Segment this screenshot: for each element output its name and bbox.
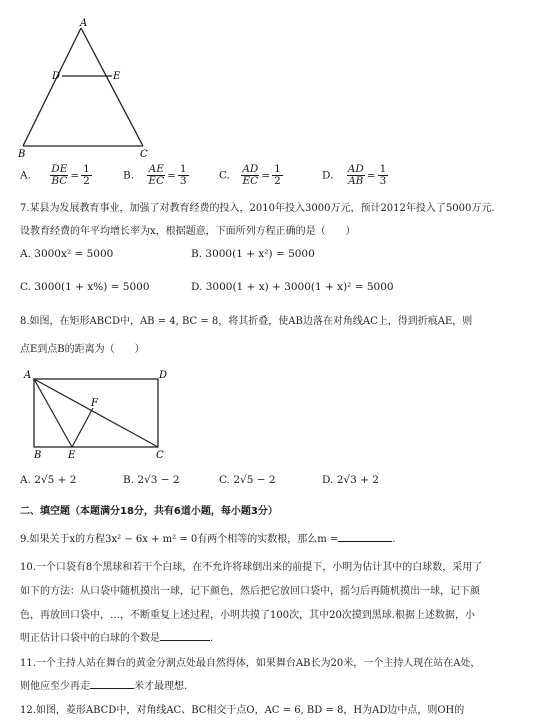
triangle-figure bbox=[18, 18, 168, 158]
q7-option-a[interactable]: A. 3000x² = 5000 bbox=[20, 248, 114, 260]
q7-line-2: 设教育经费的年平均增长率为x，根据题意，下面所列方程正确的是（ ） bbox=[20, 226, 356, 237]
q8-option-c[interactable]: C. 2√5 − 2 bbox=[219, 474, 276, 486]
label-C: C bbox=[156, 450, 164, 459]
label-B: B bbox=[34, 450, 42, 459]
q10-answer-blank[interactable] bbox=[160, 640, 210, 641]
q7-option-b[interactable]: B. 3000(1 + x²) = 5000 bbox=[191, 248, 315, 260]
q6-option-b[interactable]: B. $\frac{AE}{EC}$ = $\frac{1}{3}$ bbox=[123, 163, 187, 187]
q8-line-1: 8.如图，在矩形ABCD中，AB = 4, BC = 8，将其折叠，使AB边落在对角线AC上，得到折痕AE，则 bbox=[20, 316, 473, 327]
label-A: A bbox=[80, 18, 88, 29]
q8-option-d[interactable]: D. 2√3 + 2 bbox=[322, 474, 379, 486]
label-C: C bbox=[140, 149, 148, 158]
q8-option-a[interactable]: A. 2√5 + 2 bbox=[20, 474, 77, 486]
label-D: D bbox=[52, 71, 61, 82]
q11-line-1: 11.一个主持人站在舞台的黄金分割点处最自然得体，如果舞台AB长为20米，一个主持人现在站在A处， bbox=[20, 658, 481, 669]
q6-option-a[interactable]: A. $\frac{DE}{BC}$ = $\frac{1}{2}$ bbox=[20, 163, 90, 187]
label-B: B bbox=[18, 149, 26, 158]
q6-option-c[interactable]: C. $\frac{AD}{EC}$ = $\frac{1}{2}$ bbox=[219, 163, 281, 187]
q12-line-1: 12.如图，菱形ABCD中，对角线AC、BC相交于点O，AC = 6, BD = 8，H为AD边中点，则OH的 bbox=[20, 705, 465, 716]
label-D: D bbox=[159, 370, 168, 381]
label-F: F bbox=[91, 398, 98, 409]
q10-line-3: 色，再放回口袋中，…，不断重复上述过程，小明共摸了100次，其中20次摸到黑球.根据上述数据，小 bbox=[20, 610, 475, 621]
q8-line-2: 点E到点B的距离为（ ） bbox=[20, 344, 145, 355]
q6-option-d[interactable]: D. $\frac{AD}{AB}$ = $\frac{1}{3}$ bbox=[322, 163, 387, 187]
label-A: A bbox=[24, 370, 32, 381]
q10-line-2: 如下的方法：从口袋中随机摸出一球，记下颜色，然后把它放回口袋中，摇匀后再随机摸出一球，记下颜 bbox=[20, 586, 480, 597]
label-E: E bbox=[68, 450, 76, 459]
label-E: E bbox=[113, 71, 121, 82]
q7-option-c[interactable]: C. 3000(1 + x%) = 5000 bbox=[20, 281, 150, 293]
section-2-title: 二、填空题（本题满分18分，共有6道小题，每小题3分） bbox=[20, 506, 278, 517]
q11-answer-blank[interactable] bbox=[90, 688, 134, 689]
q7-option-d[interactable]: D. 3000(1 + x) + 3000(1 + x)² = 5000 bbox=[191, 281, 394, 293]
q8-option-b[interactable]: B. 2√3 − 2 bbox=[123, 474, 180, 486]
q10-line-4: 明正估计口袋中的白球的个数是 . bbox=[20, 633, 214, 644]
q9-answer-blank[interactable] bbox=[338, 541, 392, 542]
q10-line-1: 10.一个口袋有8个黑球和若干个白球，在不允许将球倒出来的前提下，小明为估计其中的白球数，采用了 bbox=[20, 562, 483, 573]
q7-line-1: 7.某县为发展教育事业，加强了对教育经费的投入，2010年投入3000万元，预计2012年投入了5000万元. bbox=[20, 203, 495, 214]
q11-line-2: 则他应至少再走 米才最理想. bbox=[20, 681, 188, 692]
rectangle-figure bbox=[20, 364, 170, 459]
q9-line: 9.如果关于x的方程3x² − 6x + m² = 0有两个相等的实数根，那么m = . bbox=[20, 534, 396, 545]
